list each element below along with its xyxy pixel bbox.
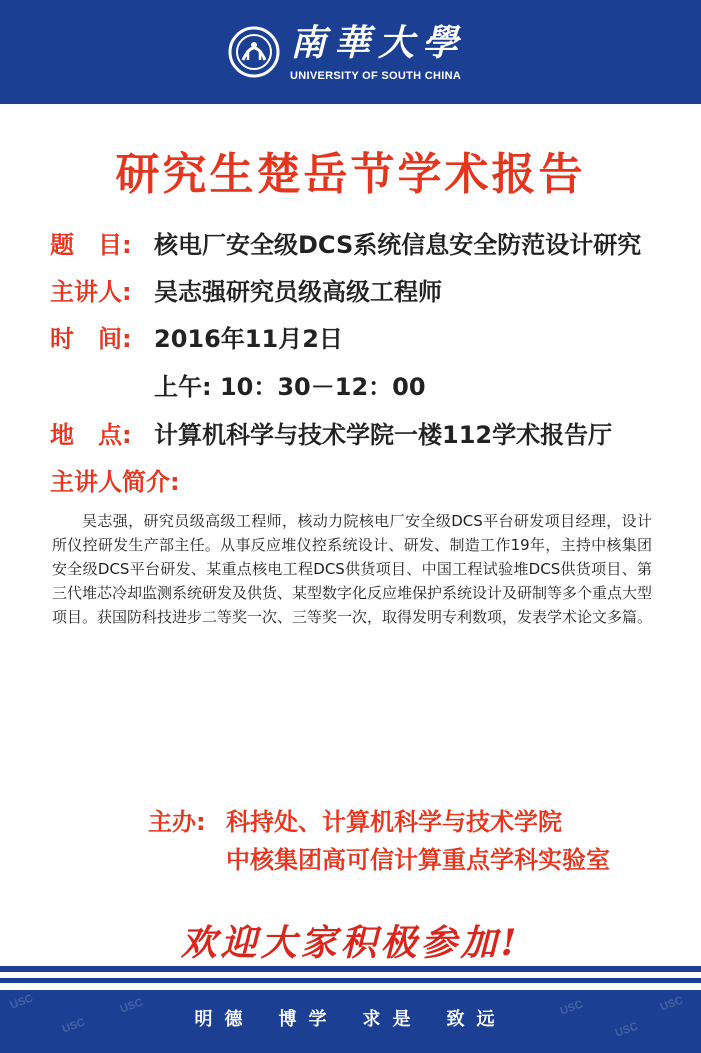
welcome-slogan: 欢迎大家积极参加! <box>180 922 521 964</box>
topic-value: 核电厂安全级DCS系统信息安全防范设计研究 <box>154 231 642 259</box>
time-row <box>50 319 343 359</box>
logo-chinese-name: 南華大學 <box>290 22 467 64</box>
watermark: USC <box>558 998 585 1018</box>
speaker-label: 主讲人: <box>50 278 132 306</box>
motto-word: 求是 <box>362 1009 423 1030</box>
motto-word: 致远 <box>446 1009 507 1030</box>
speaker-row <box>50 272 442 312</box>
watermark: USC <box>658 994 685 1014</box>
topic-row <box>50 225 641 265</box>
watermark: USC <box>8 992 35 1012</box>
host-label: 主办: <box>148 808 206 836</box>
place-row <box>50 415 612 455</box>
watermark: USC <box>613 1020 640 1040</box>
time-label: 时 间: <box>50 325 132 353</box>
university-emblem-icon <box>228 26 280 78</box>
footer-stripe <box>0 966 701 972</box>
footer-stripe <box>0 978 701 983</box>
bio-text: 吴志强，研究员级高级工程师，核动力院核电厂安全级DCS平台研发项目经理，设计所仪控研发生产部主任。从事反应堆仪控系统设计、研发、制造工作19年，主持中核集团安全级DCS平台研发、某重点核电工程DCS供货项目、中国工程试验堆DCS供货项目、第三代堆芯冷却监测系统研发及供货、某型数字化反应堆保护系统设计及研制等多个重点大型项目。获国防科技进步二等奖一次、三等奖一次，取得发明专利数项，发表学术论文多篇。 <box>52 512 653 626</box>
logo-english-name: UNIVERSITY OF SOUTH CHINA <box>290 70 462 82</box>
footer-banner <box>0 990 701 1053</box>
time-hours-value: 上午: 10：30－12：00 <box>154 373 426 401</box>
time-date-value: 2016年11月2日 <box>154 325 343 353</box>
header-banner <box>0 0 701 104</box>
poster-title: 研究生楚岳节学术报告 <box>115 149 586 200</box>
place-label: 地 点: <box>50 421 132 449</box>
host-line-2: 中核集团高可信计算重点学科实验室 <box>226 846 610 874</box>
bio-label: 主讲人简介: <box>50 468 180 496</box>
speaker-value: 吴志强研究员级高级工程师 <box>154 278 442 306</box>
place-value: 计算机科学与技术学院一楼112学术报告厅 <box>154 421 613 449</box>
school-motto <box>0 998 701 1038</box>
motto-word: 博学 <box>278 1009 339 1030</box>
motto-word: 明德 <box>194 1009 255 1030</box>
watermark: USC <box>60 1016 87 1036</box>
host-line-1: 科持处、计算机科学与技术学院 <box>226 808 562 836</box>
topic-label: 题 目: <box>50 231 132 259</box>
watermark: USC <box>118 996 145 1016</box>
